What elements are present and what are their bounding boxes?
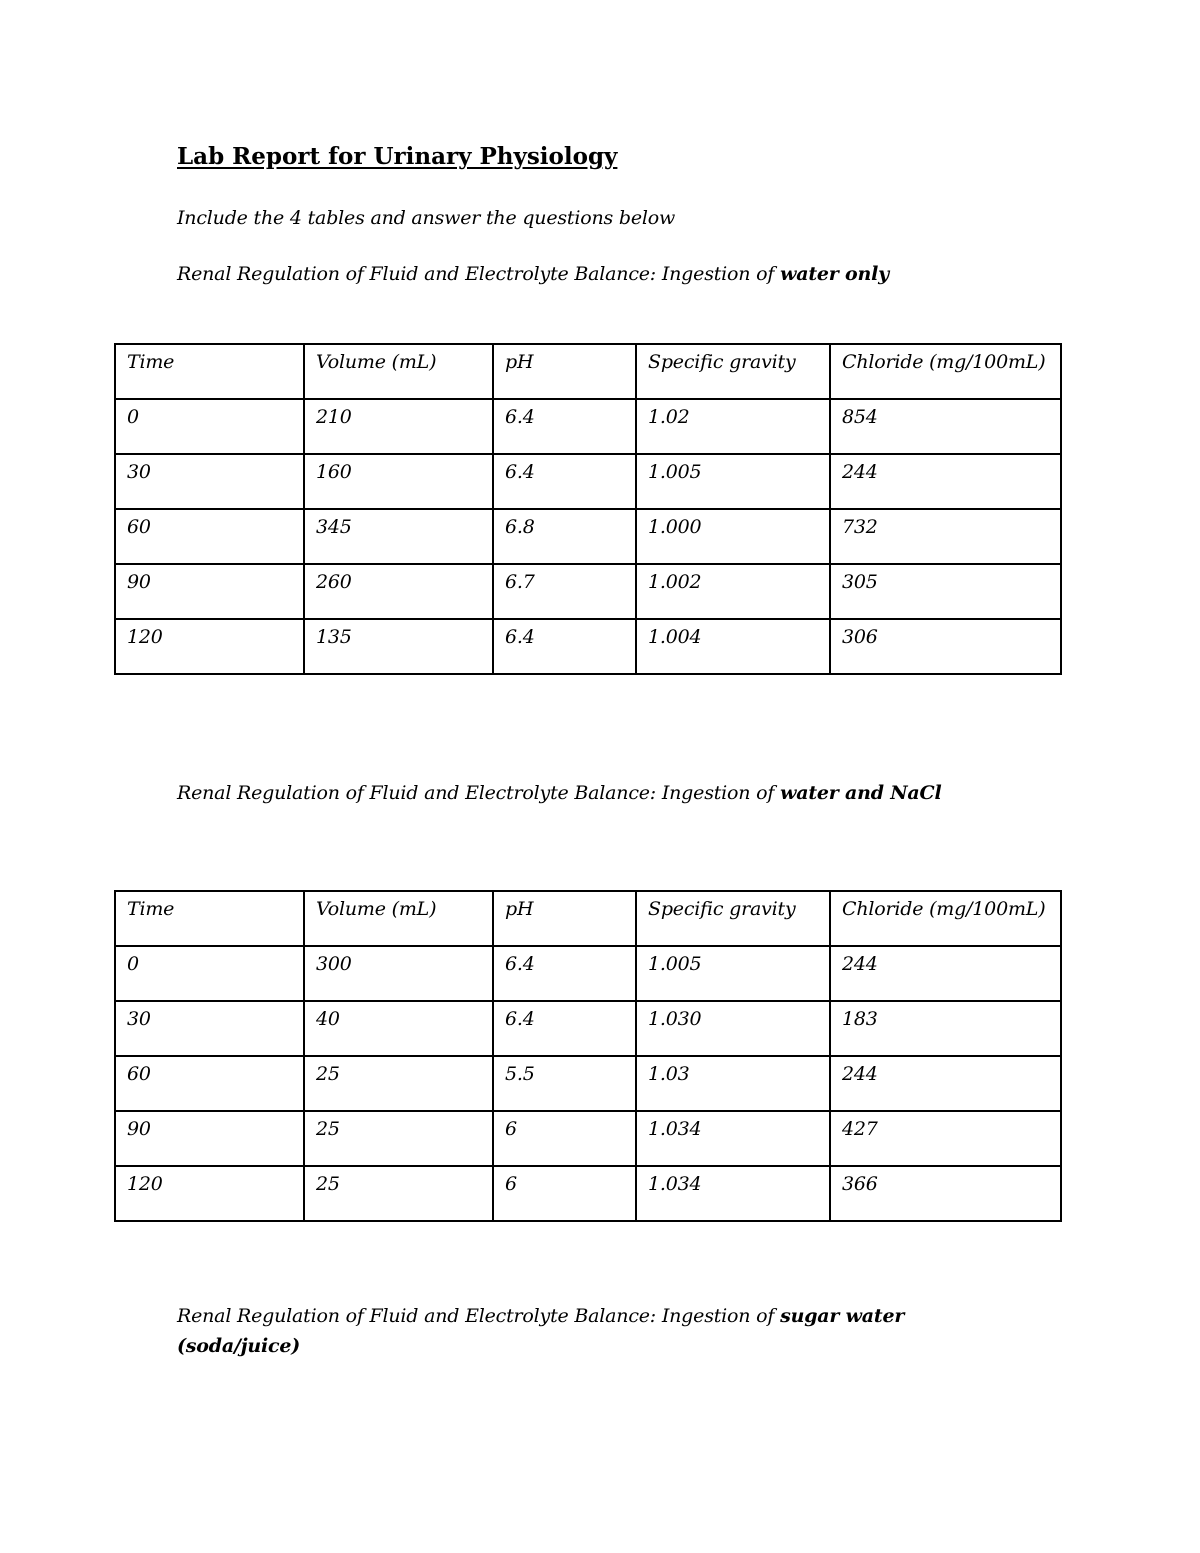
table-cell: 244 xyxy=(830,454,1061,509)
table-caption-water-and-nacl xyxy=(177,782,941,804)
table-cell: 1.030 xyxy=(636,1001,830,1056)
table-header-row xyxy=(115,344,1061,399)
table-cell: 260 xyxy=(304,564,493,619)
caption-emphasis-line2: (soda/juice) xyxy=(177,1335,301,1357)
table-cell: 427 xyxy=(830,1111,1061,1166)
table-cell: 6.8 xyxy=(493,509,636,564)
table-cell: 732 xyxy=(830,509,1061,564)
table-cell: 25 xyxy=(304,1166,493,1221)
table-cell: 244 xyxy=(830,946,1061,1001)
caption-emphasis: water and NaCl xyxy=(780,782,942,804)
table-cell: 90 xyxy=(115,1111,304,1166)
table-cell: 1.000 xyxy=(636,509,830,564)
table-cell: 300 xyxy=(304,946,493,1001)
caption-emphasis: water only xyxy=(780,263,889,285)
data-table-water-and-nacl xyxy=(114,890,1062,1222)
table-cell: 0 xyxy=(115,946,304,1001)
header-cell: Time xyxy=(115,891,304,946)
header-cell: Chloride (mg/100mL) xyxy=(830,344,1061,399)
table-cell: 366 xyxy=(830,1166,1061,1221)
table-cell: 60 xyxy=(115,509,304,564)
table-cell: 30 xyxy=(115,1001,304,1056)
table-cell: 305 xyxy=(830,564,1061,619)
header-cell: Volume (mL) xyxy=(304,891,493,946)
instruction-text: Include the 4 tables and answer the questions below xyxy=(177,207,676,229)
table-row xyxy=(115,454,1061,509)
table-cell: 160 xyxy=(304,454,493,509)
table-cell: 40 xyxy=(304,1001,493,1056)
table-cell: 6.4 xyxy=(493,946,636,1001)
table-cell: 6.4 xyxy=(493,619,636,674)
table-cell: 1.005 xyxy=(636,946,830,1001)
table-cell: 25 xyxy=(304,1111,493,1166)
header-cell: Chloride (mg/100mL) xyxy=(830,891,1061,946)
caption-emphasis: sugar water xyxy=(780,1305,905,1327)
header-cell: pH xyxy=(493,891,636,946)
table-row xyxy=(115,399,1061,454)
caption-text: Renal Regulation of Fluid and Electrolyte Balance: Ingestion of xyxy=(177,1305,781,1327)
data-table-water-only xyxy=(114,343,1062,675)
table-cell: 183 xyxy=(830,1001,1061,1056)
table-cell: 90 xyxy=(115,564,304,619)
table-cell: 120 xyxy=(115,619,304,674)
table-cell: 6 xyxy=(493,1166,636,1221)
header-cell: Time xyxy=(115,344,304,399)
table-cell: 6.7 xyxy=(493,564,636,619)
table-cell: 1.034 xyxy=(636,1111,830,1166)
table-row xyxy=(115,946,1061,1001)
table-cell: 6.4 xyxy=(493,1001,636,1056)
table-caption-water-only xyxy=(177,263,889,285)
table-cell: 210 xyxy=(304,399,493,454)
table-cell: 306 xyxy=(830,619,1061,674)
header-cell: Specific gravity xyxy=(636,891,830,946)
table-cell: 6.4 xyxy=(493,399,636,454)
table-cell: 1.005 xyxy=(636,454,830,509)
table-cell: 1.02 xyxy=(636,399,830,454)
table-row xyxy=(115,1056,1061,1111)
table-cell: 1.002 xyxy=(636,564,830,619)
table-row xyxy=(115,564,1061,619)
table-cell: 0 xyxy=(115,399,304,454)
table-cell: 345 xyxy=(304,509,493,564)
header-cell: Specific gravity xyxy=(636,344,830,399)
page-title: Lab Report for Urinary Physiology xyxy=(177,143,618,170)
table-cell: 120 xyxy=(115,1166,304,1221)
table-cell: 30 xyxy=(115,454,304,509)
table-cell: 6 xyxy=(493,1111,636,1166)
table-cell: 6.4 xyxy=(493,454,636,509)
table-cell: 135 xyxy=(304,619,493,674)
header-cell: Volume (mL) xyxy=(304,344,493,399)
table-cell: 1.03 xyxy=(636,1056,830,1111)
table-cell: 854 xyxy=(830,399,1061,454)
table-cell: 1.004 xyxy=(636,619,830,674)
caption-text: Renal Regulation of Fluid and Electrolyte Balance: Ingestion of xyxy=(177,782,781,804)
header-cell: pH xyxy=(493,344,636,399)
table-cell: 244 xyxy=(830,1056,1061,1111)
table-row xyxy=(115,509,1061,564)
table-row xyxy=(115,1111,1061,1166)
table-cell: 5.5 xyxy=(493,1056,636,1111)
table-row xyxy=(115,1166,1061,1221)
table-caption-sugar-water xyxy=(177,1301,904,1361)
table-row xyxy=(115,1001,1061,1056)
caption-text: Renal Regulation of Fluid and Electrolyte Balance: Ingestion of xyxy=(177,263,781,285)
table-row xyxy=(115,619,1061,674)
table-header-row xyxy=(115,891,1061,946)
table-cell: 1.034 xyxy=(636,1166,830,1221)
table-cell: 25 xyxy=(304,1056,493,1111)
table-cell: 60 xyxy=(115,1056,304,1111)
